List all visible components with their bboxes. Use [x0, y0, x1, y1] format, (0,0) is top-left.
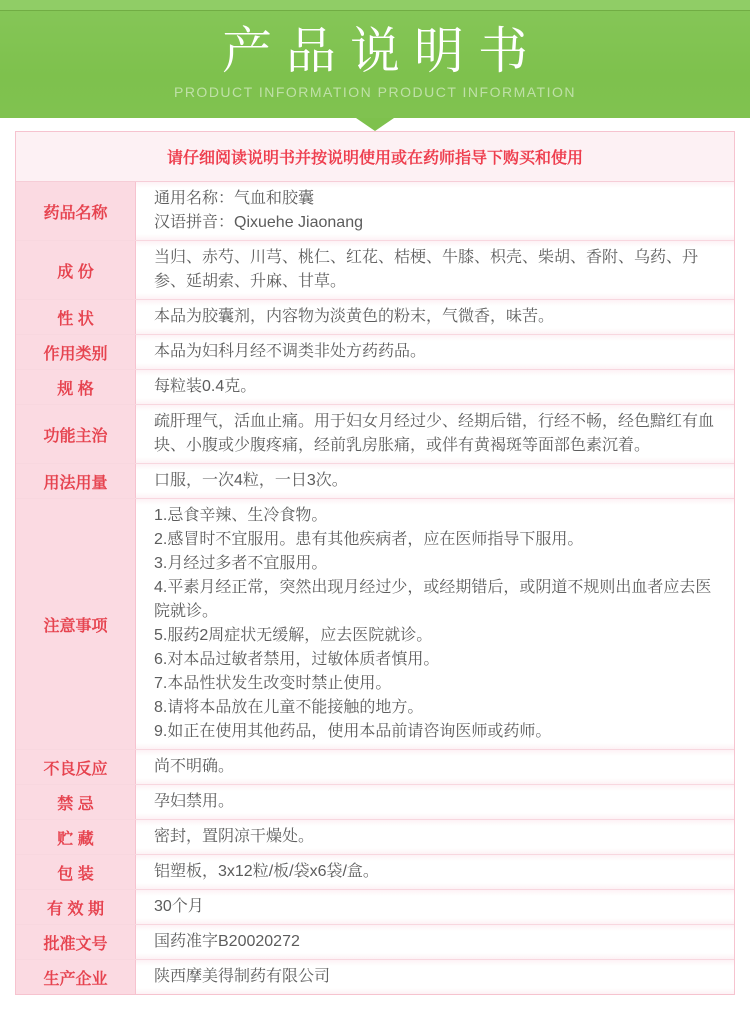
page-title: 产品说明书	[222, 23, 542, 79]
row-label: 批准文号	[16, 925, 136, 959]
row-label: 药品名称	[16, 182, 136, 240]
row-value-line: 密封，置阴凉干燥处。	[154, 828, 315, 845]
row-value	[136, 499, 734, 749]
row-label: 贮 藏	[16, 820, 136, 854]
table-row	[16, 182, 734, 241]
page-subtitle: PRODUCT INFORMATION PRODUCT INFORMATION	[173, 84, 576, 100]
table-row	[16, 890, 734, 925]
row-value-line: 2.感冒时不宜服用。患有其他疾病者，应在医师指导下服用。	[154, 531, 584, 548]
row-value-line: 当归、赤芍、川芎、桃仁、红花、桔梗、牛膝、枳壳、柴胡、香附、乌药、丹参、延胡索、升麻、甘草。	[154, 249, 699, 290]
row-value-line: 4.平素月经正常，突然出现月经过少，或经期错后，或阴道不规则出血者应去医院就诊。	[154, 579, 712, 620]
table-row	[16, 405, 734, 464]
row-value	[136, 855, 734, 889]
row-value	[136, 925, 734, 959]
row-value	[136, 960, 734, 994]
notice-row: 请仔细阅读说明书并按说明使用或在药师指导下购买和使用	[16, 132, 734, 182]
row-value-line: 9.如正在使用其他药品，使用本品前请咨询医师或药师。	[154, 723, 552, 740]
table-row	[16, 241, 734, 300]
table-row	[16, 750, 734, 785]
banner-notch-triangle	[356, 118, 394, 131]
row-value-line: 3.月经过多者不宜服用。	[154, 555, 328, 572]
row-label: 作用类别	[16, 335, 136, 369]
row-value-line: 汉语拼音：Qixuehe Jiaonang	[154, 214, 363, 231]
row-value-line: 通用名称：气血和胶囊	[154, 190, 315, 207]
row-value-line: 8.请将本品放在儿童不能接触的地方。	[154, 699, 424, 716]
row-value	[136, 241, 734, 299]
row-label: 注意事项	[16, 499, 136, 749]
row-value	[136, 820, 734, 854]
row-value-line: 孕妇禁用。	[154, 793, 235, 810]
banner-main	[0, 10, 750, 118]
row-value-line: 1.忌食辛辣、生冷食物。	[154, 507, 328, 524]
row-value	[136, 335, 734, 369]
row-value-line: 疏肝理气，活血止痛。用于妇女月经过少、经期后错，行经不畅，经色黯红有血块、小腹或少腹疼痛，经前乳房胀痛，或伴有黄褐斑等面部色素沉着。	[154, 413, 715, 454]
row-value-line: 6.对本品过敏者禁用，过敏体质者慎用。	[154, 651, 440, 668]
row-value	[136, 300, 734, 334]
row-value-line: 5.服药2周症状无缓解，应去医院就诊。	[154, 627, 433, 644]
table-row	[16, 820, 734, 855]
row-value-line: 陕西摩美得制药有限公司	[154, 968, 331, 985]
row-value-line: 本品为妇科月经不调类非处方药药品。	[154, 343, 427, 360]
banner-top-strip	[0, 0, 750, 10]
row-value-line: 口服，一次4粒，一日3次。	[154, 472, 348, 489]
row-value-line: 铝塑板，3x12粒/板/袋x6袋/盒。	[154, 863, 379, 880]
table-row	[16, 925, 734, 960]
row-label: 禁 忌	[16, 785, 136, 819]
row-label: 不良反应	[16, 750, 136, 784]
row-label: 性 状	[16, 300, 136, 334]
table-row	[16, 855, 734, 890]
row-value	[136, 182, 734, 240]
row-label: 包 装	[16, 855, 136, 889]
row-value	[136, 405, 734, 463]
row-value	[136, 890, 734, 924]
spec-table	[16, 182, 734, 994]
table-row	[16, 335, 734, 370]
row-label: 功能主治	[16, 405, 136, 463]
row-value-line: 30个月	[154, 898, 204, 915]
row-value	[136, 750, 734, 784]
row-label: 成 份	[16, 241, 136, 299]
row-value-line: 7.本品性状发生改变时禁止使用。	[154, 675, 392, 692]
table-row	[16, 785, 734, 820]
table-row	[16, 960, 734, 994]
row-value-line: 尚不明确。	[154, 758, 235, 775]
header-banner	[0, 0, 750, 118]
row-value-line: 本品为胶囊剂，内容物为淡黄色的粉末，气微香，味苦。	[154, 308, 555, 325]
row-value-line: 国药准字B20020272	[154, 933, 300, 950]
row-label: 生产企业	[16, 960, 136, 994]
table-row	[16, 499, 734, 750]
row-value	[136, 464, 734, 498]
row-value	[136, 370, 734, 404]
row-label: 规 格	[16, 370, 136, 404]
table-row	[16, 370, 734, 405]
row-value-line: 每粒装0.4克。	[154, 378, 257, 395]
row-value	[136, 785, 734, 819]
table-row	[16, 464, 734, 499]
table-row	[16, 300, 734, 335]
spec-card	[15, 131, 735, 995]
row-label: 有 效 期	[16, 890, 136, 924]
row-label: 用法用量	[16, 464, 136, 498]
